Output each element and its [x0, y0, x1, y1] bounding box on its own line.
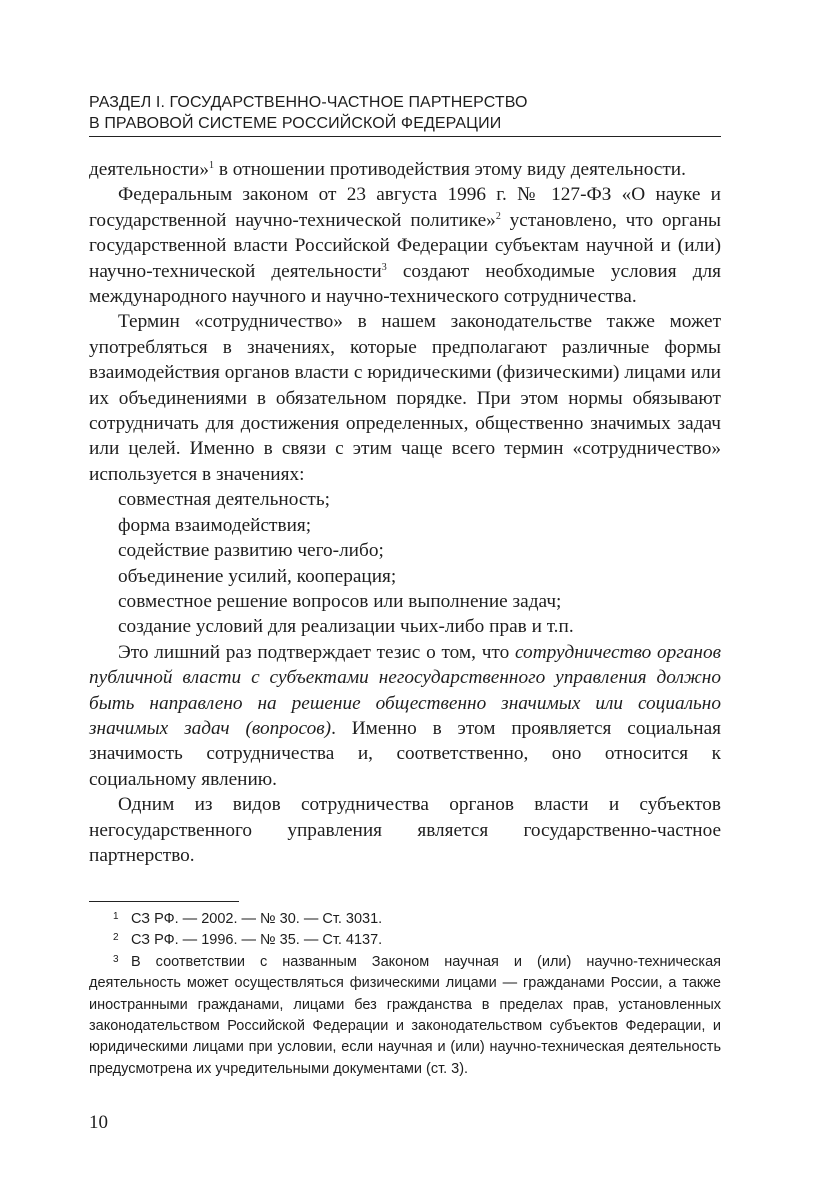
footnote-ref-1: 1 [209, 160, 215, 171]
footnotes [89, 909, 721, 1080]
footnote-divider [89, 901, 239, 902]
paragraph-2: Федеральным законом от 23 августа 1996 г. № 127-ФЗ «О науке и государственной научно-технической политике»$^2$ установлено, что органы государственной власти Российской Федерации субъектам научной и (или) научно-технической деятельности$^3$ создают необходимые условия для международного научного и научно-технического сотрудничества. [89, 184, 721, 308]
footnote-2: 2 СЗ РФ. — 1996. — № 35. — Ст. 4137. [113, 932, 383, 949]
emphasis-text: сотрудничество органов публичной власти с субъектами негосударственного управления должно быть направлено на решение общественно значимых или социально значимых задач (вопросов) [89, 641, 721, 739]
list-item: совместное решение вопросов или выполнение задач; [118, 590, 562, 612]
page-number: 10 [89, 1112, 108, 1133]
paragraph-5: Одним из видов сотрудничества органов власти и субъектов негосударственного управления является государственно-частное партнерство. [89, 794, 721, 866]
list-item: содействие развитию чего-либо; [118, 540, 384, 562]
footnote-3: 3 В соответствии с названным Законом научная и (или) научно-техническая деятельность может осуществляться физическими лицами — гражданами России, а также иностранными гражданами, лицами без гражданства в пределах прав, установленных законодательством Российской Федерации и законодательством субъектов Федерации, и юридическими лицами при условии, если научная и (или) научно-техническая деятельность предусмотрена их учредительными документами (ст. 3). [89, 953, 721, 1077]
list-item: объединение усилий, кооперация; [118, 565, 397, 587]
main-text [89, 157, 721, 868]
list-item: форма взаимодействия; [118, 514, 312, 536]
paragraph-3: Термин «сотрудничество» в нашем законодательстве также может употребляться в значениях, которые предполагают различные формы взаимодействия органов власти с юридическими (физическими) лицами или их объединениями в обязательном порядке. При этом нормы обязывают сотрудничать для достижения определенных, общественно значимых задач или целей. Именно в связи с этим чаще всего термин «сотрудничество» используется в значениях: [89, 311, 721, 485]
paragraph-1: деятельности»$^1$ в отношении противодействия этому виду деятельности. [89, 159, 686, 180]
paragraph-4: Это лишний раз подтверждает тезис о том, что сотрудничество органов публичной власти с субъектами негосударственного управления должно быть направлено на решение общественно значимых или социально значимых задач (вопросов). Именно в этом проявляется социальная значимость сотрудничества и, соответственно, оно относится к социальному явлению. [89, 641, 721, 790]
footnote-1: 1 СЗ РФ. — 2002. — № 30. — Ст. 3031. [113, 911, 383, 927]
footnote-ref-3: 3 [381, 261, 387, 273]
header-line-2: В ПРАВОВОЙ СИСТЕМЕ РОССИЙСКОЙ ФЕДЕРАЦИИ [89, 115, 502, 132]
list-item: создание условий для реализации чьих-либо прав и т.п. [118, 616, 574, 638]
running-header [89, 92, 721, 134]
header-divider [89, 136, 721, 137]
header-line-1: РАЗДЕЛ I. ГОСУДАРСТВЕННО-ЧАСТНОЕ ПАРТНЕРСТВО [89, 94, 528, 111]
footnote-ref-2: 2 [495, 210, 501, 222]
list-item: совместная деятельность; [118, 489, 330, 511]
